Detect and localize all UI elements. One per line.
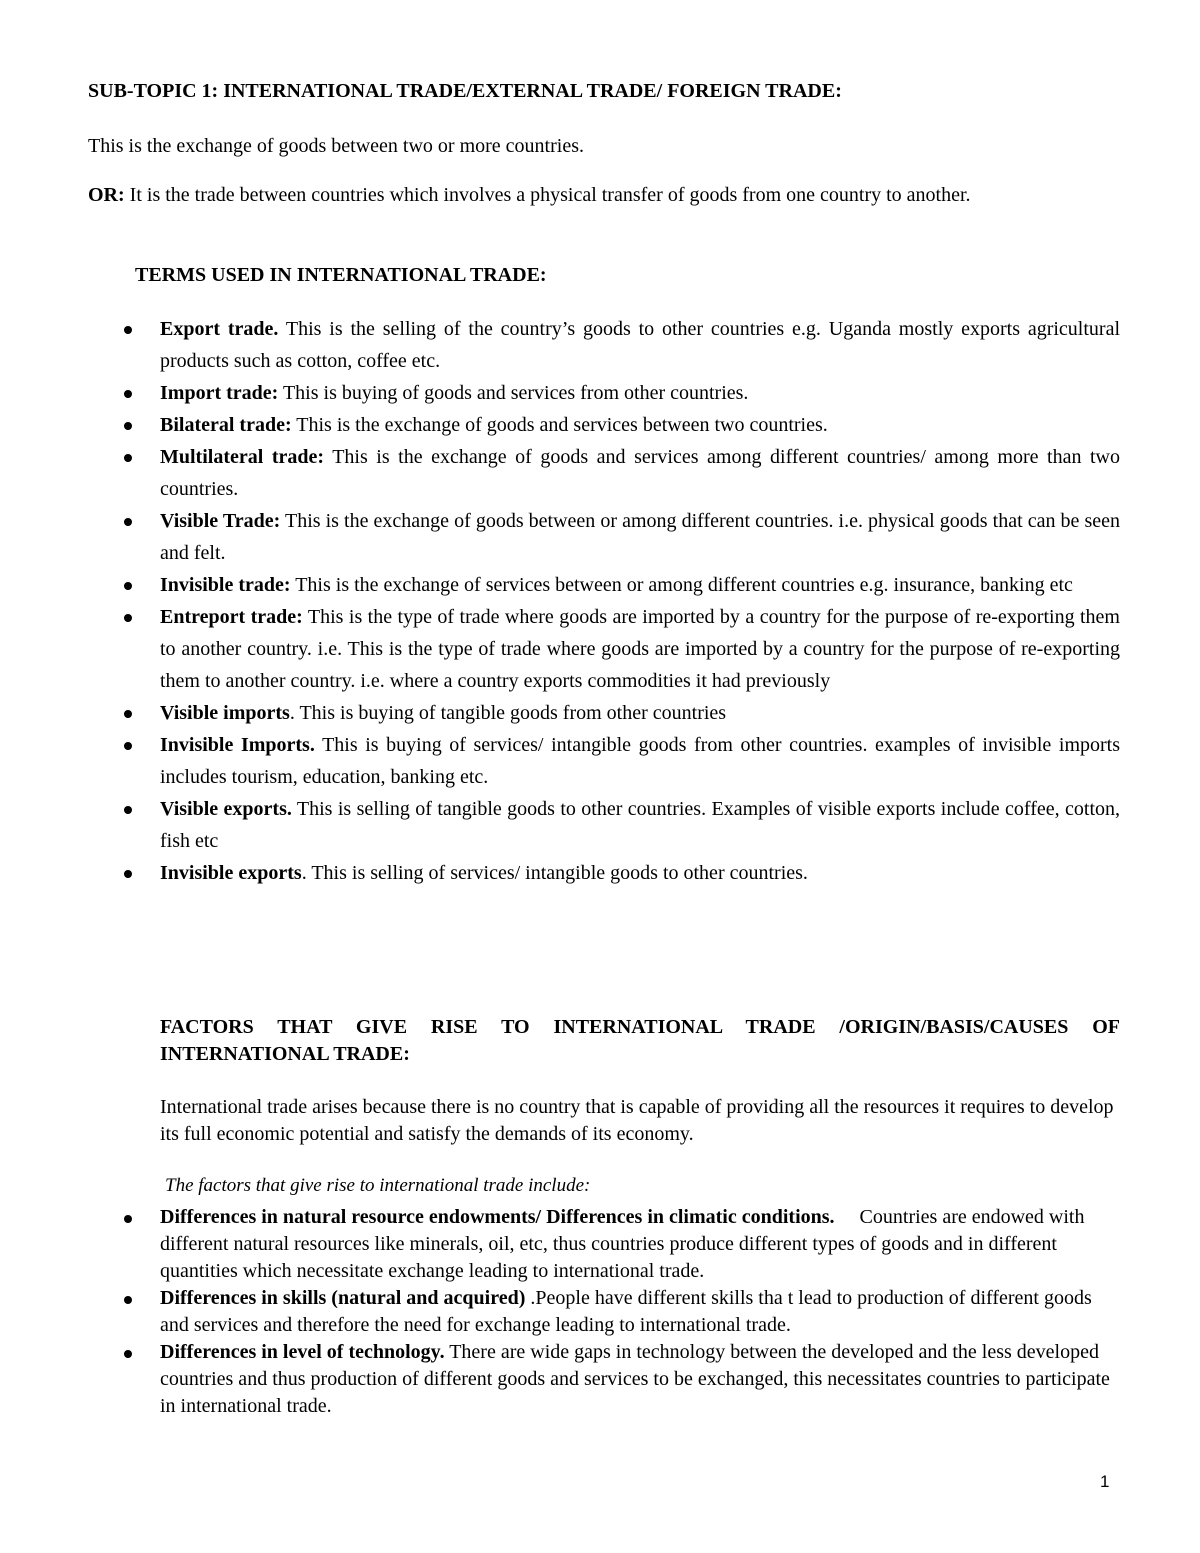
list-item: [0, 409, 1120, 441]
term-description: This is the exchange of services between or among different countries e.g. insurance, banking etc: [290, 574, 1073, 596]
list-item: [0, 793, 1120, 857]
term-description: . This is buying of tangible goods from other countries: [289, 702, 727, 724]
term-label: Invisible trade:: [160, 574, 291, 596]
term-label: Invisible Imports.: [160, 734, 315, 756]
factor-label: Differences in skills (natural and acquired): [160, 1287, 526, 1309]
factor-description: Countries are endowed with different natural resources like minerals, oil, etc, thus countries produce different types of goods and in different quantities which necessitate exchange leading to international trade.: [160, 1206, 1090, 1282]
factor-label: Differences in natural resource endowments/ Differences in climatic conditions.: [160, 1206, 835, 1228]
bullet-icon: [124, 569, 134, 590]
alt-definition-paragraph: [88, 180, 1120, 211]
factors-heading: FACTORS THAT GIVE RISE TO INTERNATIONAL TRADE /ORIGIN/BASIS/CAUSES OF INTERNATIONAL TRADE:: [160, 1016, 1120, 1065]
alt-definition-text: It is the trade between countries which involves a physical transfer of goods from one country to another.: [124, 184, 971, 206]
bullet-icon: [124, 729, 134, 750]
list-item: [0, 441, 1120, 505]
bullet-icon: [124, 505, 134, 526]
factors-lead-text: The factors that give rise to international trade include:: [165, 1175, 591, 1196]
page-number: 1: [1100, 1472, 1110, 1491]
list-item: [0, 377, 1120, 409]
list-item: [0, 601, 1120, 697]
term-label: Multilateral trade:: [160, 446, 325, 468]
term-label: Visible imports: [160, 702, 290, 724]
list-item: [0, 857, 1120, 889]
term-description: This is the type of trade where goods are imported by a country for the purpose of re-exporting them to another country. i.e. This is the type of trade where goods are imported by a country for the purpose of re-exporting them to another country. i.e. where a country exports commodities it had previously: [160, 606, 1120, 692]
list-item: [0, 729, 1120, 793]
term-description: This is buying of goods and services from other countries.: [278, 382, 749, 404]
term-description: This is the exchange of goods between or among different countries. i.e. physical goods that can be seen and felt.: [160, 510, 1121, 564]
term-description: This is the exchange of goods and services between two countries.: [291, 414, 828, 436]
list-item: [0, 505, 1120, 569]
list-item: [0, 697, 1120, 729]
bullet-icon: [124, 1285, 134, 1304]
bullet-icon: [124, 313, 134, 334]
term-description: This is buying of services/ intangible goods from other countries. examples of invisible imports includes tourism, education, banking etc.: [160, 734, 1120, 788]
terms-heading: TERMS USED IN INTERNATIONAL TRADE:: [135, 264, 547, 286]
term-description: This is the exchange of goods and services among different countries/ among more than two countries.: [160, 446, 1120, 500]
bullet-icon: [124, 409, 134, 430]
term-label: Import trade:: [160, 382, 279, 404]
bullet-icon: [124, 1339, 134, 1358]
alt-definition-label: OR:: [88, 184, 125, 206]
factor-description: .People have different skills tha t lead to production of different goods and services and therefore the need for exchange leading to international trade.: [160, 1287, 1092, 1336]
term-label: Invisible exports: [160, 862, 302, 884]
bullet-icon: [124, 377, 134, 398]
term-label: Export trade.: [160, 318, 279, 340]
list-item: [0, 1204, 1120, 1285]
bullet-icon: [124, 601, 134, 622]
bullet-icon: [124, 857, 134, 878]
factors-intro-paragraph: International trade arises because there is no country that is capable of providing all the resources it requires to develop its full economic potential and satisfy the demands of its economy.: [160, 1096, 1114, 1145]
factor-description: There are wide gaps in technology between the developed and the less developed countries and thus production of different goods and services to be exchanged, this necessitates countries to participate in international trade.: [160, 1341, 1110, 1417]
factors-list: [0, 1204, 1200, 1420]
list-item: [0, 1339, 1120, 1420]
terms-list: [0, 313, 1200, 889]
factor-label: Differences in level of technology.: [160, 1341, 445, 1363]
term-label: Visible Trade:: [160, 510, 281, 532]
term-label: Entreport trade:: [160, 606, 303, 628]
term-description: . This is selling of services/ intangible goods to other countries.: [301, 862, 808, 884]
list-item: [0, 313, 1120, 377]
main-heading: SUB-TOPIC 1: INTERNATIONAL TRADE/EXTERNAL TRADE/ FOREIGN TRADE:: [88, 80, 842, 102]
bullet-icon: [124, 697, 134, 718]
term-label: Bilateral trade:: [160, 414, 292, 436]
list-item: [0, 1285, 1120, 1339]
bullet-icon: [124, 441, 134, 462]
definition-paragraph: This is the exchange of goods between two or more countries.: [88, 135, 584, 157]
term-description: This is the selling of the country’s goods to other countries e.g. Uganda mostly exports agricultural products such as cotton, coffee etc.: [160, 318, 1120, 372]
term-label: Visible exports.: [160, 798, 292, 820]
list-item: [0, 569, 1120, 601]
bullet-icon: [124, 1204, 134, 1223]
term-description: This is selling of tangible goods to other countries. Examples of visible exports include coffee, cotton, fish etc: [160, 798, 1120, 852]
bullet-icon: [124, 793, 134, 814]
